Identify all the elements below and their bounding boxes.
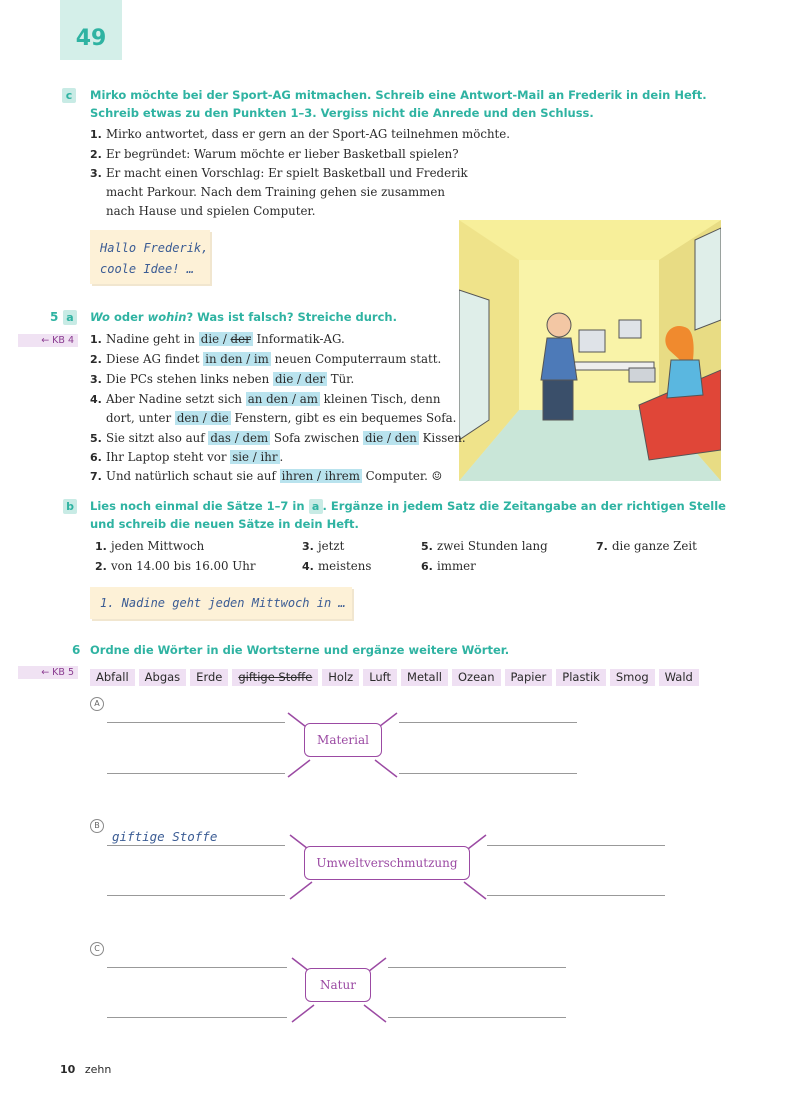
answer-line[interactable] (107, 845, 285, 846)
reference-badge-a: a (309, 499, 323, 514)
word-star-center-natur: Natur (305, 968, 371, 1002)
answer-line[interactable] (107, 773, 285, 774)
instruction-c-line2: Schreib etwas zu den Punkten 1–3. Vergiss nicht die Anrede und den Schluss. (90, 106, 594, 120)
time-item: 5. zwei Stunden lang (421, 539, 548, 553)
kb-reference-4: ← KB 4 (18, 334, 78, 347)
word-chip: Papier (505, 669, 553, 686)
choice-highlight[interactable]: das / dem (210, 431, 269, 445)
instruction-6: Ordne die Wörter in die Wortsterne und ergänze weitere Wörter. (90, 643, 510, 657)
star-label-a: A (90, 697, 104, 711)
time-item: 6. immer (421, 559, 476, 573)
example-note-5b: 1. Nadine geht jeden Mittwoch in … (90, 587, 352, 619)
sentence-item: 5. Sie sitzt also auf das / dem Sofa zwischen die / den Kissen. (90, 431, 466, 445)
word-bank (90, 666, 703, 686)
word-star-center-umweltverschmutzung: Umweltverschmutzung (304, 846, 470, 880)
sentence-item: 6. Ihr Laptop steht vor sie / ihr . (90, 450, 284, 464)
answer-line[interactable] (487, 895, 665, 896)
sentence-item: 1. Nadine geht in die / der Informatik-AG. (90, 332, 345, 346)
exercise-letter-c: c (62, 88, 76, 103)
exercise-letter-5a: a (63, 310, 77, 325)
example-answer: giftige Stoffe (112, 829, 218, 844)
exercise-letter-5b: b (63, 499, 77, 514)
instruction-5b: Lies noch einmal die Sätze 1–7 in a . Ergänze in jedem Satz die Zeitangabe an der richtigen Stelle und schreib die neuen Sätze in dein Heft. (90, 499, 726, 531)
answer-line[interactable] (399, 722, 577, 723)
time-item: 3. jetzt (302, 539, 345, 553)
word-chip: Luft (363, 669, 397, 686)
word-chip: Abfall (90, 669, 135, 686)
star-label-b: B (90, 819, 104, 833)
answer-line[interactable] (399, 773, 577, 774)
word-chip: Holz (322, 669, 359, 686)
page-number: 49 (75, 26, 107, 51)
choice-highlight[interactable]: sie / ihr (232, 450, 278, 464)
word-chip: Metall (401, 669, 448, 686)
choice-highlight[interactable]: die / der (275, 372, 325, 386)
list-item: 1. Mirko antwortet, dass er gern an der Sport-AG teilnehmen möchte. (90, 127, 511, 141)
word-chip: Wald (659, 669, 699, 686)
kb-reference-5: ← KB 5 (18, 666, 78, 679)
time-item: 4. meistens (302, 559, 372, 573)
choice-highlight[interactable]: ihren / ihrem (281, 469, 360, 483)
instruction-c-line1: Mirko möchte bei der Sport-AG mitmachen. Schreib eine Antwort-Mail an Frederik in dein Heft. (90, 88, 707, 102)
choice-highlight[interactable]: in den / im (205, 352, 269, 366)
word-chip: Ozean (452, 669, 501, 686)
page-footer (60, 1063, 111, 1076)
word-star-center-material: Material (304, 723, 382, 757)
sentence-item: 4. Aber Nadine setzt sich an den / am kleinen Tisch, denn dort, unter den / die Fenstern, gibt es ein bequemes Sofa. (90, 392, 457, 425)
word-chip-crossed: giftige Stoffe (232, 669, 318, 686)
footer-page-number: 10 (60, 1063, 76, 1076)
answer-line[interactable] (107, 967, 287, 968)
time-item: 1. jeden Mittwoch (95, 539, 205, 553)
answer-line[interactable] (487, 845, 665, 846)
time-item: 2. von 14.00 bis 16.00 Uhr (95, 559, 256, 573)
list-item: 2. Er begründet: Warum möchte er lieber Basketball spielen? (90, 147, 459, 161)
word-chip: Abgas (139, 669, 187, 686)
sentence-item: 7. Und natürlich schaut sie auf ihren / ihrem Computer. ☺ (90, 469, 443, 483)
sentence-item: 2. Diese AG findet in den / im neuen Computerraum statt. (90, 352, 442, 366)
word-chip: Smog (610, 669, 655, 686)
footer-page-word: zehn (84, 1063, 112, 1076)
answer-line[interactable] (107, 1017, 287, 1018)
choice-highlight[interactable]: den / die (176, 411, 229, 425)
word-chip: Plastik (556, 669, 606, 686)
word-chip: Erde (190, 669, 228, 686)
list-item: 3. Er macht einen Vorschlag: Er spielt Basketball und Frederik macht Parkour. Nach dem Training gehen sie zusammen nach Hause und spielen Computer. (90, 166, 468, 218)
answer-line[interactable] (388, 967, 566, 968)
answer-line[interactable] (388, 1017, 566, 1018)
time-item: 7. die ganze Zeit (596, 539, 697, 553)
answer-line[interactable] (107, 895, 285, 896)
instruction-5a: Wo oder wohin? Was ist falsch? Streiche durch. (90, 310, 397, 324)
answer-line[interactable] (107, 722, 285, 723)
choice-highlight[interactable]: die / den (364, 431, 417, 445)
choice-highlight[interactable]: an den / am (247, 392, 318, 406)
choice-highlight[interactable]: die / der (200, 332, 251, 346)
exercise-number-5: 5 (50, 310, 59, 324)
example-note-c: Hallo Frederik, coole Idee! … (90, 230, 210, 284)
sentence-item: 3. Die PCs stehen links neben die / der Tür. (90, 372, 355, 386)
exercise-number-6: 6 (72, 643, 81, 657)
computer-room-illustration (459, 220, 721, 481)
star-label-c: C (90, 942, 104, 956)
